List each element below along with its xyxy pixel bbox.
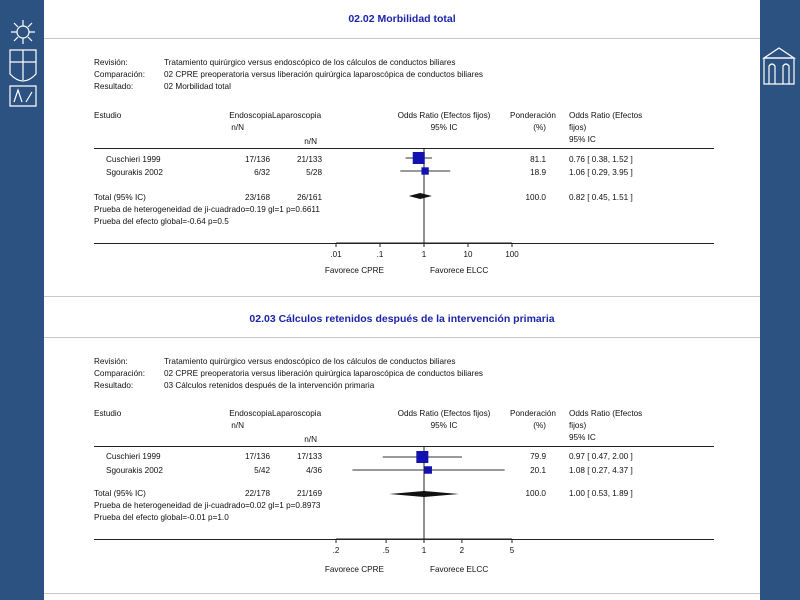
heterogeneity-test: Prueba de heterogeneidad de ji-cuadrado=0.19 gl=1 p=0.6611: [94, 205, 320, 214]
header-laparoscopy-sub: n/N: [304, 435, 317, 444]
header-or: Odds Ratio (Efectos fijos): [397, 409, 491, 418]
lap-count: 17/133: [296, 452, 322, 461]
lap-count: 4/36: [306, 466, 322, 475]
header-or2-sub1: fijos): [569, 123, 587, 132]
study-marker: [421, 167, 428, 174]
total-weight: 100.0: [525, 193, 546, 202]
header-or2: Odds Ratio (Efectos: [569, 409, 643, 418]
building-icon: [762, 44, 796, 88]
study-marker: [416, 451, 428, 463]
ci-value: 1.08 [ 0.27, 4.37 ]: [569, 466, 633, 475]
meta-value: Tratamiento quirúrgico versus endoscópico de los cálculos de conductos biliares: [164, 58, 456, 67]
endo-count: 17/136: [244, 155, 270, 164]
divider: [44, 38, 760, 39]
forest-plot: [330, 148, 519, 268]
header-endoscopy-sub: n/N: [231, 421, 244, 430]
meta-label: Resultado:: [94, 381, 134, 390]
study-name: Cuschieri 1999: [106, 452, 161, 461]
panel-title: 02.03 Cálculos retenidos después de la intervención primaria: [249, 313, 555, 325]
header-weight-sub: (%): [533, 123, 546, 132]
pooled-diamond: [389, 491, 459, 497]
x-tick-label: .01: [330, 250, 342, 259]
study-marker: [424, 466, 432, 474]
header-study: Estudio: [94, 409, 122, 418]
header-or-sub: 95% IC: [430, 123, 458, 132]
x-tick-label: 10: [463, 250, 473, 259]
panel-title: 02.02 Morbilidad total: [348, 13, 456, 25]
x-tick-label: .1: [376, 250, 384, 259]
x-tick-label: .5: [382, 546, 390, 555]
overall-effect-test: Prueba del efecto global=-0.64 p=0.5: [94, 217, 229, 226]
divider: [44, 337, 760, 338]
pooled-diamond: [409, 193, 432, 199]
ci-value: 0.76 [ 0.38, 1.52 ]: [569, 155, 633, 164]
header-weight-sub: (%): [533, 421, 546, 430]
divider: [44, 593, 760, 594]
study-marker: [413, 152, 425, 164]
x-tick-label: 5: [509, 546, 515, 555]
header-laparoscopy: Laparoscopia: [272, 111, 322, 120]
meta-value: Tratamiento quirúrgico versus endoscópico de los cálculos de conductos biliares: [164, 357, 456, 366]
x-tick-label: 1: [421, 250, 427, 259]
total-label: Total (95% IC): [94, 489, 146, 498]
header-or2: Odds Ratio (Efectos: [569, 111, 643, 120]
x-tick-label: .2: [332, 546, 340, 555]
meta-label: Comparación:: [94, 369, 145, 378]
meta-label: Revisión:: [94, 357, 128, 366]
header-laparoscopy-sub: n/N: [304, 137, 317, 146]
meta-value: 02 CPRE preoperatoria versus liberación quirúrgica laparoscópica de conductos biliares: [164, 70, 484, 79]
lap-count: 21/133: [296, 155, 322, 164]
study-name: Sgourakis 2002: [106, 466, 163, 475]
favours-cpre: Favorece CPRE: [324, 266, 384, 275]
weight-value: 81.1: [530, 155, 546, 164]
header-or2-sub2: 95% IC: [569, 433, 596, 442]
total-ci: 0.82 [ 0.45, 1.51 ]: [569, 193, 633, 202]
header-or2-sub1: fijos): [569, 421, 587, 430]
overall-effect-test: Prueba del efecto global=-0.01 p=1.0: [94, 513, 229, 522]
meta-label: Resultado:: [94, 82, 134, 91]
header-endoscopy: Endoscopia: [229, 111, 272, 120]
ci-value: 0.97 [ 0.47, 2.00 ]: [569, 452, 633, 461]
endo-count: 6/32: [254, 168, 270, 177]
forest-plot: [332, 446, 515, 566]
meta-value: 02 Morbilidad total: [164, 82, 231, 91]
meta-label: Revisión:: [94, 58, 128, 67]
divider: [44, 296, 760, 297]
slide: [44, 0, 760, 600]
header-laparoscopy: Laparoscopia: [272, 409, 322, 418]
meta-label: Comparación:: [94, 70, 145, 79]
meta-value: 02 CPRE preoperatoria versus liberación quirúrgica laparoscópica de conductos biliares: [164, 369, 484, 378]
university-crest-icon: [6, 18, 40, 108]
total-endo: 22/178: [244, 489, 270, 498]
x-tick-label: 100: [505, 250, 519, 259]
x-tick-label: 2: [459, 546, 465, 555]
favours-elcc: Favorece ELCC: [430, 565, 489, 574]
meta-value: 03 Cálculos retenidos después de la intervención primaria: [164, 381, 375, 390]
favours-elcc: Favorece ELCC: [430, 266, 489, 275]
total-lap: 21/169: [296, 489, 322, 498]
lap-count: 5/28: [306, 168, 322, 177]
header-or2-sub2: 95% IC: [569, 135, 596, 144]
header-or-sub: 95% IC: [430, 421, 458, 430]
total-endo: 23/168: [244, 193, 270, 202]
total-ci: 1.00 [ 0.53, 1.89 ]: [569, 489, 633, 498]
heterogeneity-test: Prueba de heterogeneidad de ji-cuadrado=0.02 gl=1 p=0.8973: [94, 501, 321, 510]
endo-count: 5/42: [254, 466, 270, 475]
endo-count: 17/136: [244, 452, 270, 461]
study-name: Sgourakis 2002: [106, 168, 163, 177]
ci-value: 1.06 [ 0.29, 3.95 ]: [569, 168, 633, 177]
weight-value: 18.9: [530, 168, 546, 177]
weight-value: 20.1: [530, 466, 546, 475]
weight-value: 79.9: [530, 452, 546, 461]
favours-cpre: Favorece CPRE: [324, 565, 384, 574]
header-weight: Ponderación: [510, 111, 556, 120]
header-endoscopy-sub: n/N: [231, 123, 244, 132]
study-name: Cuschieri 1999: [106, 155, 161, 164]
header-weight: Ponderación: [510, 409, 556, 418]
header-endoscopy: Endoscopia: [229, 409, 272, 418]
x-tick-label: 1: [421, 546, 427, 555]
total-label: Total (95% IC): [94, 193, 146, 202]
header-study: Estudio: [94, 111, 122, 120]
total-weight: 100.0: [525, 489, 546, 498]
header-or: Odds Ratio (Efectos fijos): [397, 111, 491, 120]
total-lap: 26/161: [296, 193, 322, 202]
